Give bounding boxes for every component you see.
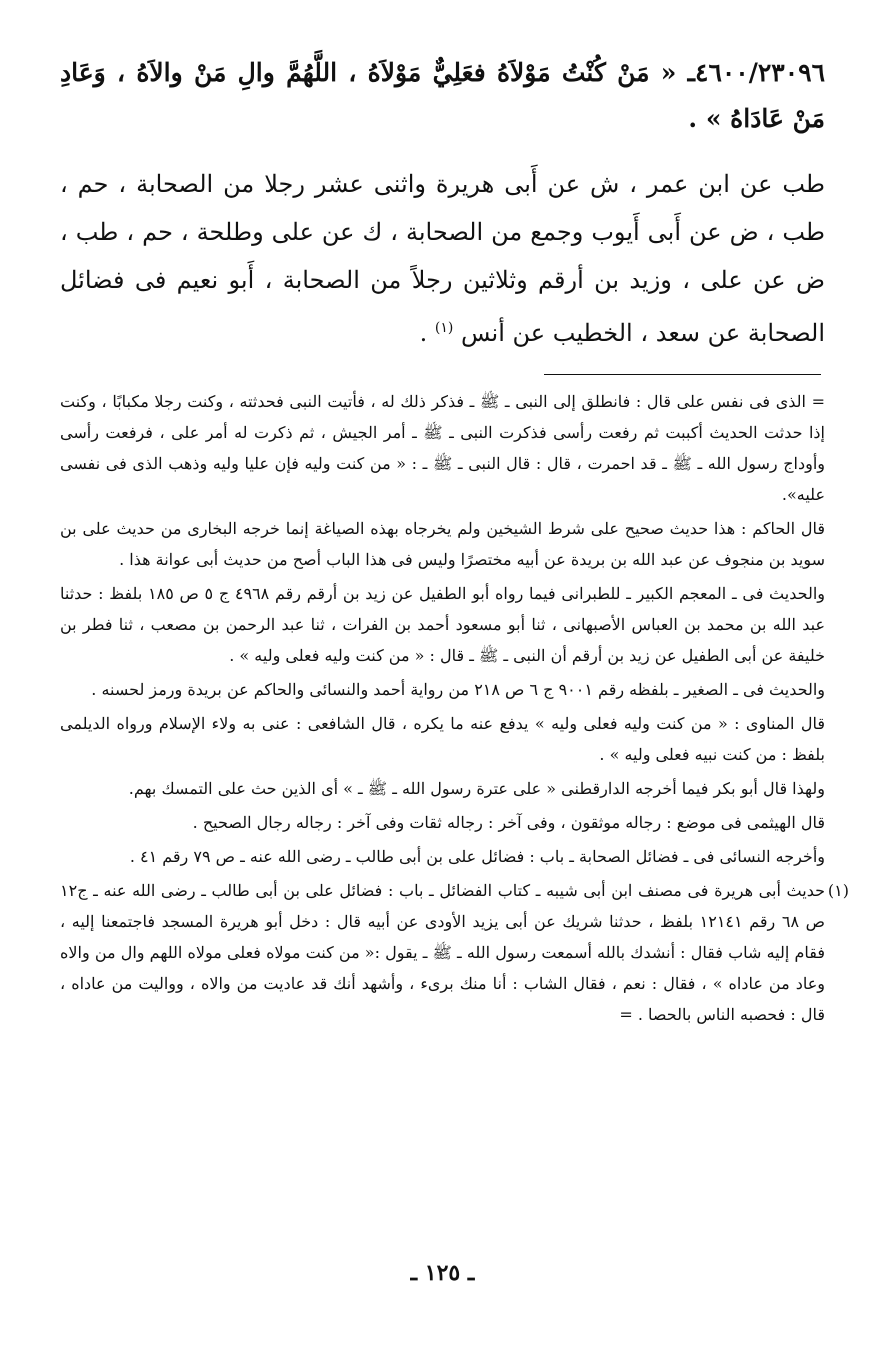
- sources-text: طب عن ابن عمر ، ش عن أَبى هريرة واثنى عشر رجلا من الصحابة ، حم ، طب ، ض عن أَبى أَيوب وجمع من الصحابة ، ك عن على وطلحة ، حم ، طب ، ض عن على ، وزيد بن أرقم وثلاثين رجلاً من الصحابة ، أَبو نعيم فى فضائل الصحابة عن سعد ، الخطيب عن أنس: [60, 170, 825, 347]
- hadith-number: ٤٦٠٠/٢٣٠٩٦: [695, 58, 825, 87]
- continued-mark: =: [619, 1005, 633, 1024]
- note-paragraph: قال الحاكم : هذا حديث صحيح على شرط الشيخين ولم يخرجاه بهذه الصياغة إنما خرجه البخارى من حديث على بن سويد بن منجوف عن عبد الله بن بريدة عن أبيه مختصرًا وليس فى هذا الباب أصح من حديث أبى عوانة هذا .: [60, 519, 825, 569]
- sources-end: .: [419, 319, 435, 347]
- note-paragraph: قال الهيثمى فى موضع : رجاله موثقون ، وفى آخر : رجاله ثقات وفى آخر : رجاله رجال الصحيح .: [192, 813, 825, 832]
- page-number: ـ ١٢٥ ـ: [410, 1260, 475, 1286]
- footnote-1: [60, 875, 849, 1030]
- note-paragraph: ولهذا قال أبو بكر فيما أخرجه الدارقطنى « على عترة رسول الله ـ ﷺ ـ » أى الذين حث على التمسك بهم.: [128, 779, 825, 798]
- note-paragraph: وأخرجه النسائى فى ـ فضائل الصحابة ـ باب : فضائل على بن أبى طالب ـ رضى الله عنه ـ ص ٧٩ رقم ٤١ .: [129, 847, 825, 866]
- footnote-separator: [544, 374, 821, 375]
- footnote-text: حديث أبى هريرة فى مصنف ابن أبى شيبه ـ كتاب الفضائل ـ باب : فضائل على بن أبى طالب ـ رضى الله عنه ـ ج١٢ ص ٦٨ رقم ١٢١٤١ بلفظ ، حدثنا شريك عن أبى يزيد الأودى عن أبيه قال : دخل أبو هريرة المسجد فاجتمعنا إليه ، فقام إليه شاب فقال : أنشدك بالله أسمعت رسول الله ـ ﷺ ـ يقول :« من كنت مولاه فعلى مولاه اللهم وال من والاه وعاد من عاداه » ، فقال : نعم ، فقال الشاب : أنا منك برىء ، وأشهد أنك قد عاديت من والاه ، وواليت من عاداه ، قال : فحصبه الناس بالحصا .: [60, 881, 826, 1024]
- note-paragraph: والحديث فى ـ المعجم الكبير ـ للطبرانى فيما رواه أبو الطفيل عن زيد بن أرقم رقم ٤٩٦٨ ج ٥ ص ١٨٥ بلفظ : حدثنا عبد الله بن محمد بن العباس الأصبهانى ، ثنا أبو مسعود أحمد بن الفرات ، ثنا عبد الرحمن بن مصعب ، ثنا فطر بن خليفة عن أبى الطفيل عن زيد بن أرقم أن النبى ـ ﷺ ـ قال : « من كنت وليه فعلى وليه » .: [60, 584, 825, 665]
- footnotes-block: [60, 386, 849, 1033]
- note-paragraph: قال المناوى : « من كنت وليه فعلى وليه » يدفع عنه ما يكره ، قال الشافعى : عنى به ولاء الإسلام ورواه الديلمى بلفظ : من كنت نبيه فعلى وليه » .: [60, 714, 826, 764]
- sources-block: [60, 160, 825, 357]
- note-paragraph: والحديث فى ـ الصغير ـ بلفظه رقم ٩٠٠١ ج ٦ ص ٢١٨ من رواية أحمد والنسائى والحاكم عن بريدة ورمز لحسنه .: [91, 680, 825, 699]
- note-paragraph: = الذى فى نفس على قال : فانطلق إلى النبى ـ ﷺ ـ فذكر ذلك له ، فأتيت النبى فحدثته ، وكنت رجلا مكبابًا ، وكنت إذا حدثت الحديث أكببت ثم رفعت رأسى فذكرت النبى ـ ﷺ ـ أمر الجيش ، ثم ذكرت له أمر على ، فرفعت رأسى وأوداج رسول الله ـ ﷺ ـ قد احمرت ، قال : قال النبى ـ ﷺ ـ : « من كنت وليه فإن عليا وليه وذهب الذى فى نفسى عليه».: [60, 392, 825, 504]
- hadith-text: ـ « مَنْ كُنْتُ مَوْلاَهُ فعَلِيٌّ مَوْلاَهُ ، اللَّهُمَّ والِ مَنْ والاَهُ ، وَعَادِ مَنْ عَادَاهُ » .: [60, 58, 825, 133]
- footnote-reference[interactable]: (١): [434, 320, 454, 336]
- hadith-block: [60, 50, 825, 142]
- footnote-number: (١): [827, 881, 849, 900]
